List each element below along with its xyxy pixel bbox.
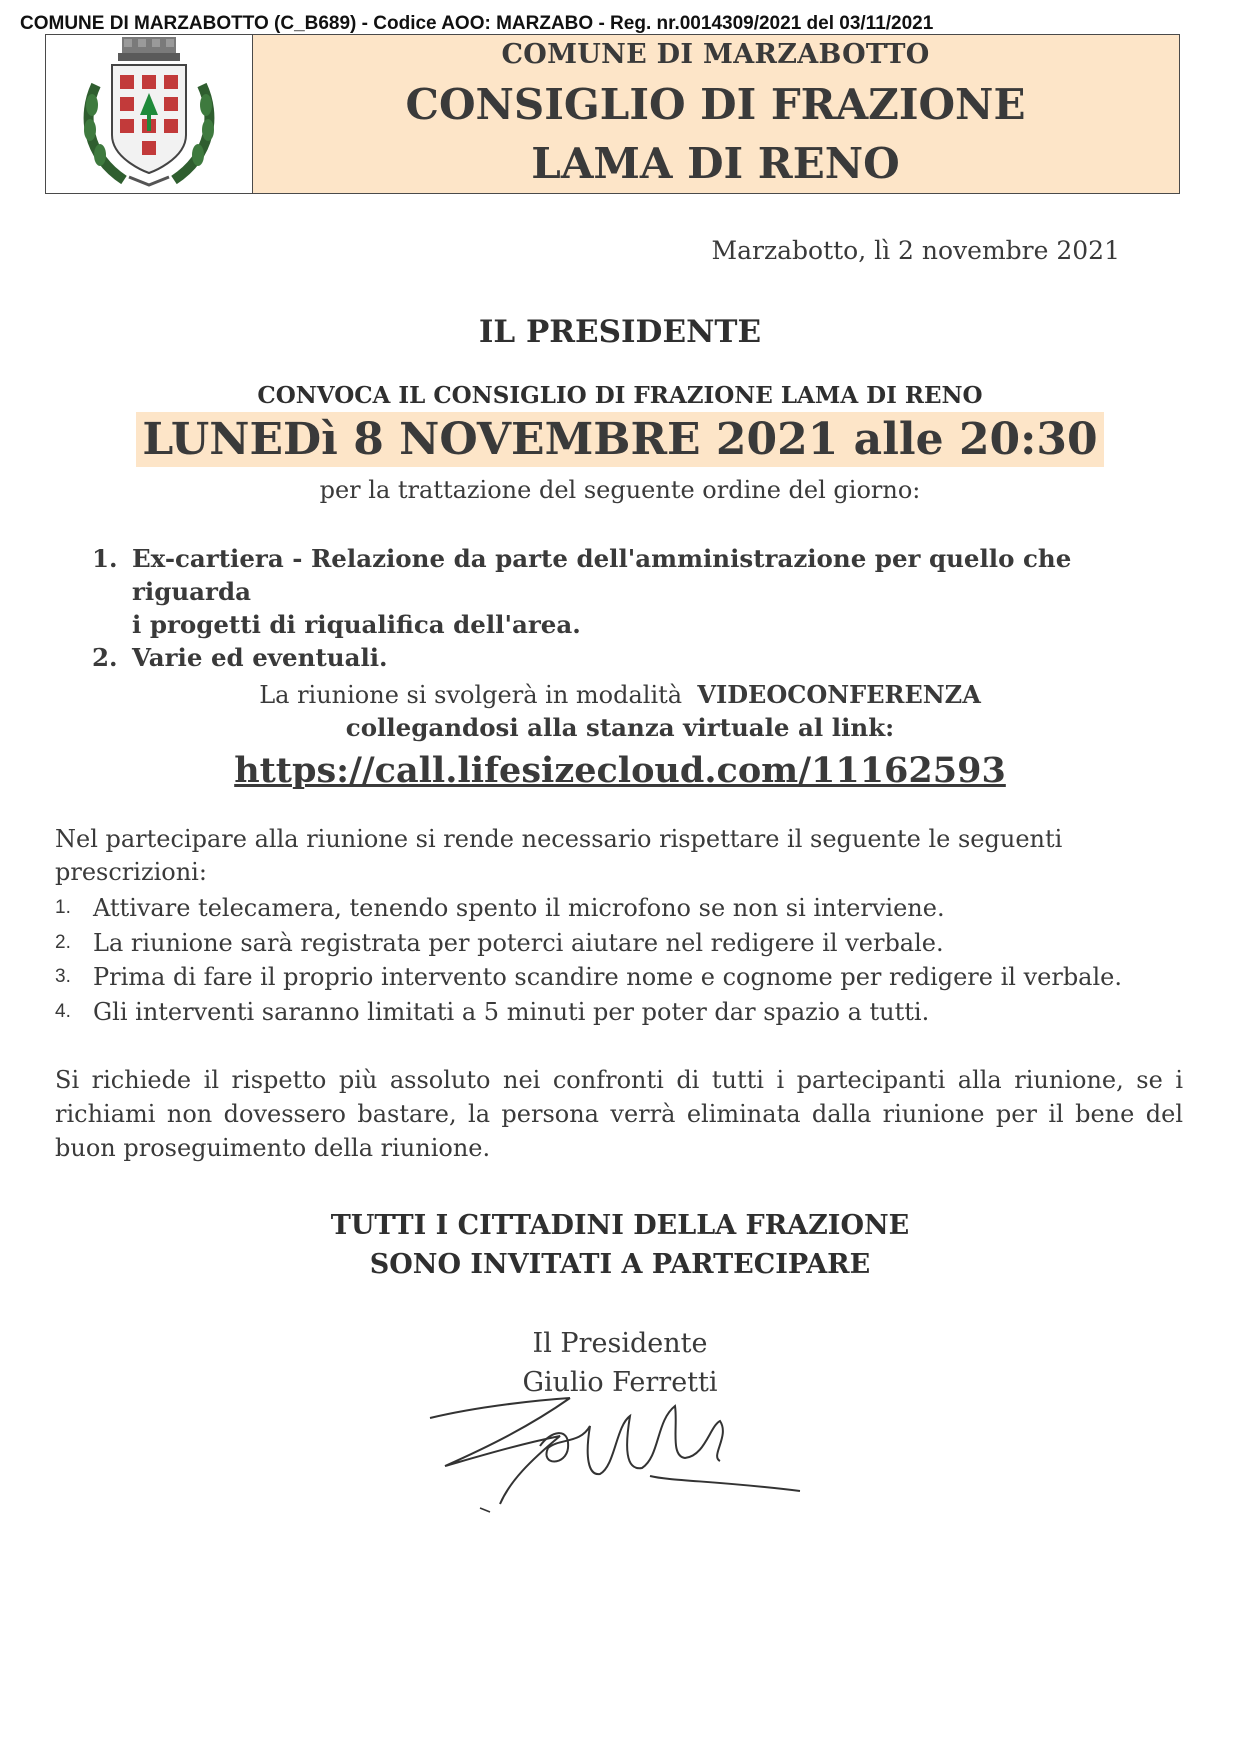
rules-list: [55, 891, 1195, 1029]
handwritten-signature-icon: [420, 1386, 820, 1516]
meeting-date-wrapper: [0, 412, 1240, 467]
meeting-mode-line: [0, 680, 1240, 709]
agenda-text: [132, 542, 1182, 641]
letterhead: [45, 34, 1180, 194]
agenda-intro: per la trattazione del seguente ordine del giorno:: [319, 476, 921, 504]
rule-number: 3.: [55, 966, 71, 987]
president-heading: IL PRESIDENTE: [478, 314, 762, 350]
agenda-text-line: Ex-cartiera - Relazione da parte dell'amministrazione per quello che riguarda: [132, 544, 1072, 606]
rule-item: [55, 995, 1195, 1030]
rule-number: 1.: [55, 897, 71, 918]
meeting-mode: VIDEOCONFERENZA: [697, 680, 981, 709]
citizens-line: SONO INVITATI A PARTECIPARE: [369, 1249, 871, 1280]
rule-text: La riunione sarà registrata per poterci aiutare nel redigere il verbale.: [93, 928, 944, 957]
rule-item: [55, 891, 1195, 926]
place-date: Marzabotto, lì 2 novembre 2021: [711, 236, 1120, 265]
rules-intro: Nel partecipare alla riunione si rende necessario rispettare il seguente le seguenti prescrizioni:: [55, 825, 1063, 886]
meeting-link[interactable]: https://call.lifesizecloud.com/11162593: [234, 750, 1006, 791]
agenda-number: 1.: [92, 544, 118, 573]
agenda-number: 2.: [92, 643, 118, 672]
rule-number: 2.: [55, 931, 71, 953]
hamlet-name: LAMA DI RENO: [531, 139, 900, 188]
council-name: CONSIGLIO DI FRAZIONE: [405, 80, 1026, 129]
signer-name: Giulio Ferretti: [522, 1367, 718, 1398]
rule-item: [55, 926, 1195, 961]
rule-number: 4.: [55, 1000, 71, 1022]
letterhead-text: [252, 35, 1179, 188]
respect-paragraph: Si richiede il rispetto più assoluto nei confronti di tutti i partecipanti alla riunione, se i richiami non dovessero bastare, la persona verrà eliminata dalla riunione per il bene del buon proseguimento della riunione.: [55, 1066, 1183, 1162]
agenda-item: [92, 641, 1182, 674]
agenda-item: [92, 542, 1182, 641]
rule-text: Attivare telecamera, tenendo spento il microfono se non si interviene.: [93, 894, 945, 922]
municipality-name: COMUNE DI MARZABOTTO: [501, 39, 930, 70]
crest-cell: [46, 35, 253, 193]
signer-title: Il Presidente: [532, 1328, 708, 1359]
rule-item: [55, 960, 1195, 995]
agenda-text: Varie ed eventuali.: [132, 643, 388, 672]
rule-text: Prima di fare il proprio intervento scandire nome e cognome per redigere il verbale.: [93, 963, 1122, 991]
rule-text: Gli interventi saranno limitati a 5 minuti per poter dar spazio a tutti.: [93, 997, 930, 1026]
meeting-mode-prefix: La riunione si svolgerà in modalità: [259, 681, 683, 709]
link-intro: collegandosi alla stanza virtuale al link:: [345, 713, 895, 742]
agenda-text-line: i progetti di riqualifica dell'area.: [132, 610, 581, 639]
convocation-line: CONVOCA IL CONSIGLIO DI FRAZIONE LAMA DI RENO: [257, 382, 983, 409]
protocol-stamp: COMUNE DI MARZABOTTO (C_B689) - Codice AOO: MARZABO - Reg. nr.0014309/2021 del 03/11/2021: [20, 13, 934, 34]
agenda-list: [92, 542, 1182, 674]
meeting-date-time: LUNEDì 8 NOVEMBRE 2021 alle 20:30: [136, 412, 1103, 467]
citizens-invitation: [0, 1206, 1240, 1284]
coat-of-arms-icon: [74, 35, 224, 193]
citizens-line: TUTTI I CITTADINI DELLA FRAZIONE: [330, 1210, 910, 1241]
